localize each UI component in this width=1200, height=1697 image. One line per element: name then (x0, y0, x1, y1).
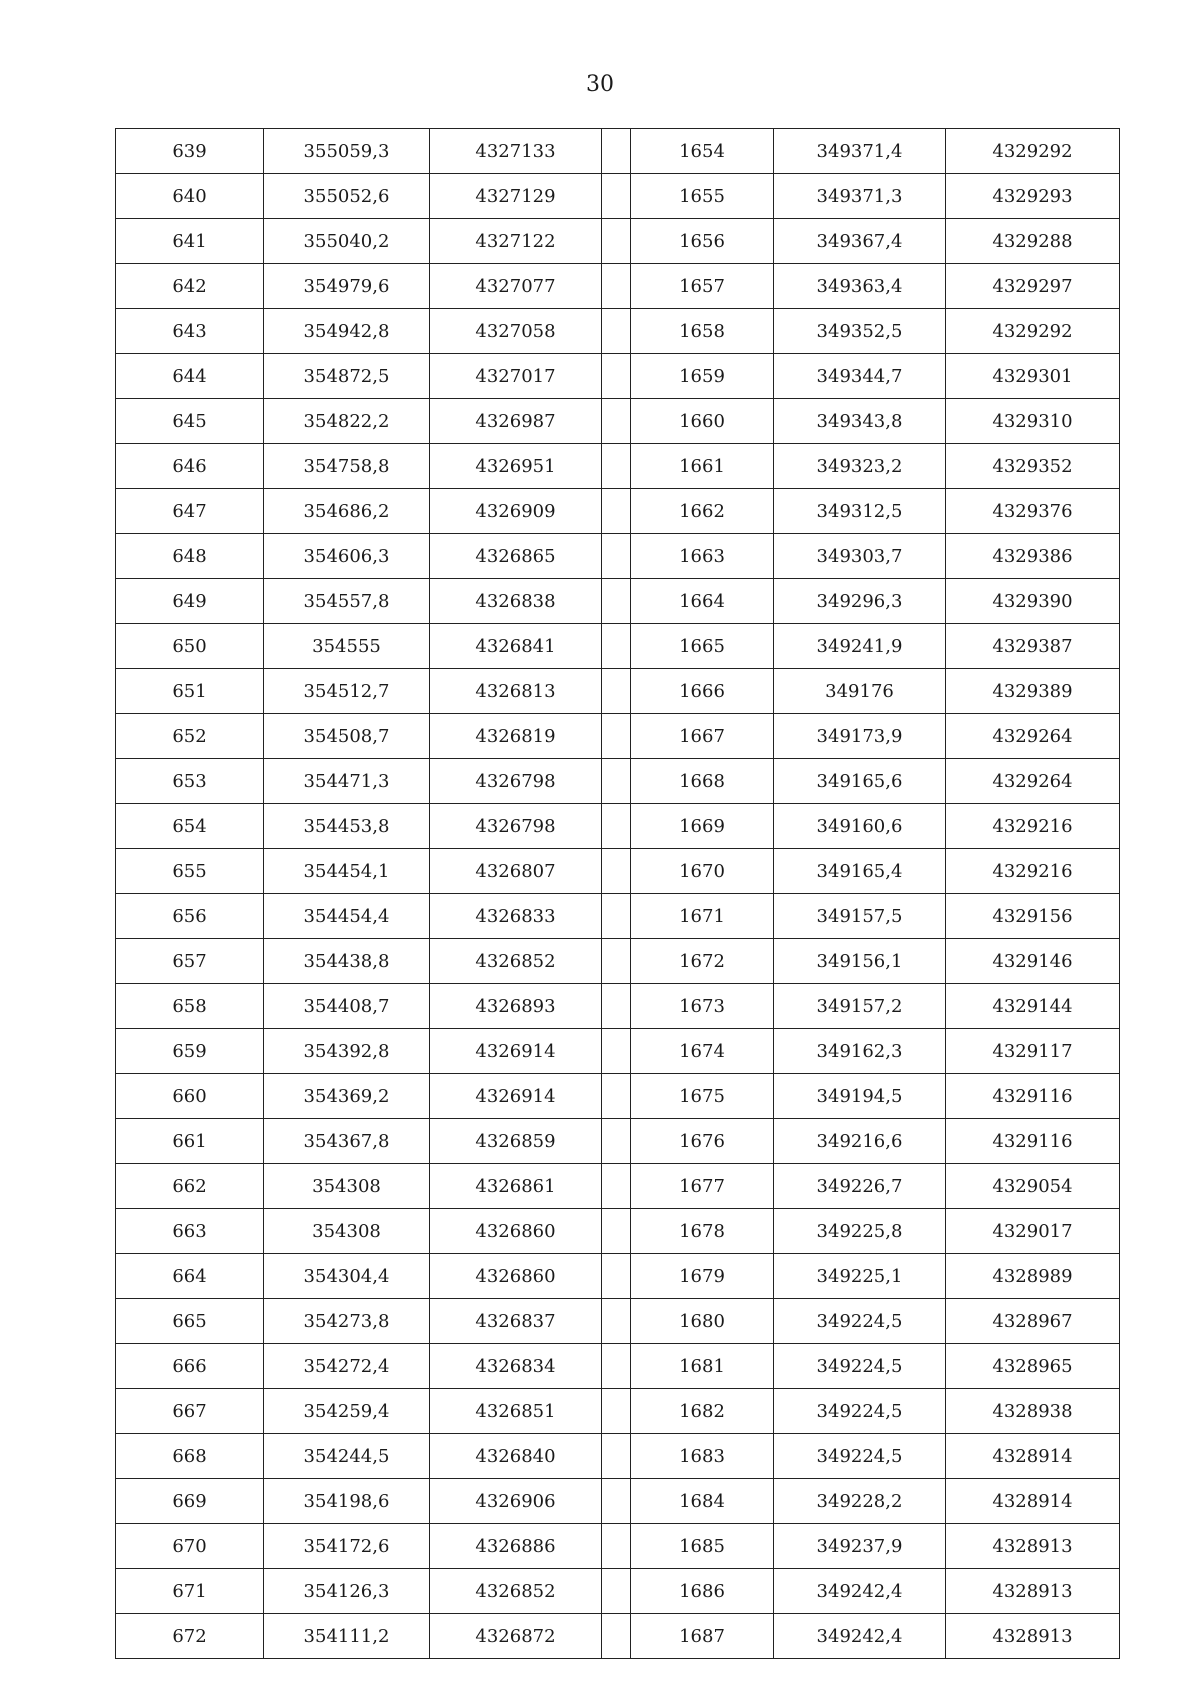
right-y-coordinate-cell: 4329390 (946, 579, 1120, 624)
table-row (116, 1479, 1120, 1524)
right-point-number-cell: 1678 (631, 1209, 774, 1254)
column-gap-cell (602, 894, 631, 939)
left-x-coordinate-cell: 354367,8 (264, 1119, 430, 1164)
left-y-coordinate-cell: 4326798 (430, 759, 602, 804)
left-y-coordinate-cell: 4327017 (430, 354, 602, 399)
left-x-coordinate-cell: 354408,7 (264, 984, 430, 1029)
right-x-coordinate-cell: 349173,9 (774, 714, 946, 759)
left-x-coordinate-cell: 354471,3 (264, 759, 430, 804)
right-x-coordinate-cell: 349160,6 (774, 804, 946, 849)
right-x-coordinate-cell: 349194,5 (774, 1074, 946, 1119)
table-row (116, 489, 1120, 534)
left-y-coordinate-cell: 4326909 (430, 489, 602, 534)
left-y-coordinate-cell: 4327122 (430, 219, 602, 264)
right-x-coordinate-cell: 349241,9 (774, 624, 946, 669)
column-gap-cell (602, 849, 631, 894)
left-point-number-cell: 660 (116, 1074, 264, 1119)
right-y-coordinate-cell: 4329387 (946, 624, 1120, 669)
left-x-coordinate-cell: 354454,4 (264, 894, 430, 939)
left-point-number-cell: 652 (116, 714, 264, 759)
left-y-coordinate-cell: 4326833 (430, 894, 602, 939)
column-gap-cell (602, 1209, 631, 1254)
left-point-number-cell: 657 (116, 939, 264, 984)
right-point-number-cell: 1679 (631, 1254, 774, 1299)
right-x-coordinate-cell: 349216,6 (774, 1119, 946, 1164)
right-point-number-cell: 1662 (631, 489, 774, 534)
right-x-coordinate-cell: 349367,4 (774, 219, 946, 264)
left-y-coordinate-cell: 4327133 (430, 129, 602, 174)
column-gap-cell (602, 714, 631, 759)
left-y-coordinate-cell: 4326834 (430, 1344, 602, 1389)
column-gap-cell (602, 1344, 631, 1389)
left-point-number-cell: 651 (116, 669, 264, 714)
right-y-coordinate-cell: 4329288 (946, 219, 1120, 264)
right-point-number-cell: 1686 (631, 1569, 774, 1614)
column-gap-cell (602, 1119, 631, 1164)
right-point-number-cell: 1661 (631, 444, 774, 489)
column-gap-cell (602, 264, 631, 309)
left-y-coordinate-cell: 4327077 (430, 264, 602, 309)
left-y-coordinate-cell: 4326951 (430, 444, 602, 489)
column-gap-cell (602, 1029, 631, 1074)
table-row (116, 1074, 1120, 1119)
left-point-number-cell: 668 (116, 1434, 264, 1479)
left-point-number-cell: 655 (116, 849, 264, 894)
table-row (116, 804, 1120, 849)
left-point-number-cell: 664 (116, 1254, 264, 1299)
right-y-coordinate-cell: 4328913 (946, 1569, 1120, 1614)
right-x-coordinate-cell: 349162,3 (774, 1029, 946, 1074)
table-row (116, 624, 1120, 669)
right-x-coordinate-cell: 349224,5 (774, 1434, 946, 1479)
right-x-coordinate-cell: 349157,5 (774, 894, 946, 939)
left-point-number-cell: 671 (116, 1569, 264, 1614)
right-point-number-cell: 1670 (631, 849, 774, 894)
column-gap-cell (602, 534, 631, 579)
right-point-number-cell: 1664 (631, 579, 774, 624)
left-y-coordinate-cell: 4326860 (430, 1209, 602, 1254)
left-point-number-cell: 665 (116, 1299, 264, 1344)
right-point-number-cell: 1683 (631, 1434, 774, 1479)
right-x-coordinate-cell: 349224,5 (774, 1299, 946, 1344)
left-x-coordinate-cell: 354369,2 (264, 1074, 430, 1119)
column-gap-cell (602, 984, 631, 1029)
table-row (116, 444, 1120, 489)
left-y-coordinate-cell: 4326865 (430, 534, 602, 579)
right-y-coordinate-cell: 4329389 (946, 669, 1120, 714)
left-y-coordinate-cell: 4326893 (430, 984, 602, 1029)
right-y-coordinate-cell: 4329117 (946, 1029, 1120, 1074)
table-row (116, 1164, 1120, 1209)
right-point-number-cell: 1676 (631, 1119, 774, 1164)
table-row (116, 1209, 1120, 1254)
right-y-coordinate-cell: 4329146 (946, 939, 1120, 984)
left-x-coordinate-cell: 354872,5 (264, 354, 430, 399)
right-y-coordinate-cell: 4329310 (946, 399, 1120, 444)
right-y-coordinate-cell: 4329216 (946, 804, 1120, 849)
left-point-number-cell: 644 (116, 354, 264, 399)
right-x-coordinate-cell: 349296,3 (774, 579, 946, 624)
left-x-coordinate-cell: 354126,3 (264, 1569, 430, 1614)
right-point-number-cell: 1654 (631, 129, 774, 174)
table-row (116, 1119, 1120, 1164)
column-gap-cell (602, 1614, 631, 1659)
right-point-number-cell: 1677 (631, 1164, 774, 1209)
left-point-number-cell: 654 (116, 804, 264, 849)
left-point-number-cell: 663 (116, 1209, 264, 1254)
right-y-coordinate-cell: 4328967 (946, 1299, 1120, 1344)
left-x-coordinate-cell: 354304,4 (264, 1254, 430, 1299)
column-gap-cell (602, 1254, 631, 1299)
right-y-coordinate-cell: 4329216 (946, 849, 1120, 894)
right-y-coordinate-cell: 4329293 (946, 174, 1120, 219)
left-y-coordinate-cell: 4326914 (430, 1074, 602, 1119)
left-y-coordinate-cell: 4326861 (430, 1164, 602, 1209)
right-x-coordinate-cell: 349371,4 (774, 129, 946, 174)
left-y-coordinate-cell: 4326851 (430, 1389, 602, 1434)
right-y-coordinate-cell: 4329292 (946, 309, 1120, 354)
table-row (116, 174, 1120, 219)
column-gap-cell (602, 1389, 631, 1434)
left-point-number-cell: 666 (116, 1344, 264, 1389)
left-point-number-cell: 649 (116, 579, 264, 624)
left-x-coordinate-cell: 355059,3 (264, 129, 430, 174)
column-gap-cell (602, 1299, 631, 1344)
left-x-coordinate-cell: 354308 (264, 1209, 430, 1254)
right-point-number-cell: 1659 (631, 354, 774, 399)
right-y-coordinate-cell: 4328938 (946, 1389, 1120, 1434)
left-point-number-cell: 661 (116, 1119, 264, 1164)
left-x-coordinate-cell: 354244,5 (264, 1434, 430, 1479)
left-y-coordinate-cell: 4326987 (430, 399, 602, 444)
right-x-coordinate-cell: 349242,4 (774, 1614, 946, 1659)
right-x-coordinate-cell: 349156,1 (774, 939, 946, 984)
left-x-coordinate-cell: 354508,7 (264, 714, 430, 759)
right-point-number-cell: 1656 (631, 219, 774, 264)
right-x-coordinate-cell: 349165,6 (774, 759, 946, 804)
column-gap-cell (602, 759, 631, 804)
left-y-coordinate-cell: 4326886 (430, 1524, 602, 1569)
table-row (116, 1389, 1120, 1434)
table-row (116, 759, 1120, 804)
left-y-coordinate-cell: 4326813 (430, 669, 602, 714)
left-x-coordinate-cell: 354555 (264, 624, 430, 669)
left-x-coordinate-cell: 354979,6 (264, 264, 430, 309)
right-y-coordinate-cell: 4329376 (946, 489, 1120, 534)
right-point-number-cell: 1658 (631, 309, 774, 354)
left-y-coordinate-cell: 4326840 (430, 1434, 602, 1479)
left-y-coordinate-cell: 4326838 (430, 579, 602, 624)
column-gap-cell (602, 1479, 631, 1524)
left-x-coordinate-cell: 354942,8 (264, 309, 430, 354)
left-x-coordinate-cell: 354606,3 (264, 534, 430, 579)
right-x-coordinate-cell: 349224,5 (774, 1389, 946, 1434)
left-x-coordinate-cell: 354273,8 (264, 1299, 430, 1344)
left-y-coordinate-cell: 4326872 (430, 1614, 602, 1659)
right-x-coordinate-cell: 349352,5 (774, 309, 946, 354)
left-x-coordinate-cell: 354198,6 (264, 1479, 430, 1524)
table-row (116, 714, 1120, 759)
column-gap-cell (602, 1569, 631, 1614)
right-point-number-cell: 1684 (631, 1479, 774, 1524)
column-gap-cell (602, 444, 631, 489)
right-x-coordinate-cell: 349343,8 (774, 399, 946, 444)
left-y-coordinate-cell: 4326859 (430, 1119, 602, 1164)
right-x-coordinate-cell: 349303,7 (774, 534, 946, 579)
right-point-number-cell: 1668 (631, 759, 774, 804)
left-point-number-cell: 669 (116, 1479, 264, 1524)
right-y-coordinate-cell: 4329144 (946, 984, 1120, 1029)
column-gap-cell (602, 624, 631, 669)
left-y-coordinate-cell: 4326914 (430, 1029, 602, 1074)
right-y-coordinate-cell: 4329156 (946, 894, 1120, 939)
column-gap-cell (602, 1524, 631, 1569)
table-row (116, 219, 1120, 264)
left-x-coordinate-cell: 354111,2 (264, 1614, 430, 1659)
left-y-coordinate-cell: 4327129 (430, 174, 602, 219)
page-number: 30 (586, 72, 614, 97)
table-row (116, 894, 1120, 939)
right-y-coordinate-cell: 4329352 (946, 444, 1120, 489)
left-x-coordinate-cell: 354822,2 (264, 399, 430, 444)
left-x-coordinate-cell: 354392,8 (264, 1029, 430, 1074)
left-x-coordinate-cell: 355052,6 (264, 174, 430, 219)
left-point-number-cell: 639 (116, 129, 264, 174)
right-x-coordinate-cell: 349312,5 (774, 489, 946, 534)
table-row (116, 669, 1120, 714)
left-point-number-cell: 643 (116, 309, 264, 354)
column-gap-cell (602, 174, 631, 219)
left-y-coordinate-cell: 4326807 (430, 849, 602, 894)
right-point-number-cell: 1682 (631, 1389, 774, 1434)
right-x-coordinate-cell: 349371,3 (774, 174, 946, 219)
left-point-number-cell: 667 (116, 1389, 264, 1434)
left-y-coordinate-cell: 4326852 (430, 1569, 602, 1614)
right-x-coordinate-cell: 349363,4 (774, 264, 946, 309)
right-point-number-cell: 1680 (631, 1299, 774, 1344)
right-y-coordinate-cell: 4329264 (946, 714, 1120, 759)
right-point-number-cell: 1655 (631, 174, 774, 219)
left-point-number-cell: 640 (116, 174, 264, 219)
table-row (116, 129, 1120, 174)
table-row (116, 1344, 1120, 1389)
right-point-number-cell: 1681 (631, 1344, 774, 1389)
table-row (116, 354, 1120, 399)
right-x-coordinate-cell: 349176 (774, 669, 946, 714)
column-gap-cell (602, 1434, 631, 1479)
right-y-coordinate-cell: 4329292 (946, 129, 1120, 174)
left-x-coordinate-cell: 354453,8 (264, 804, 430, 849)
right-x-coordinate-cell: 349344,7 (774, 354, 946, 399)
table-row (116, 1569, 1120, 1614)
coordinates-table (115, 128, 1120, 1659)
left-point-number-cell: 641 (116, 219, 264, 264)
right-point-number-cell: 1667 (631, 714, 774, 759)
table-row (116, 1299, 1120, 1344)
column-gap-cell (602, 1074, 631, 1119)
right-point-number-cell: 1673 (631, 984, 774, 1029)
left-x-coordinate-cell: 354272,4 (264, 1344, 430, 1389)
right-x-coordinate-cell: 349225,8 (774, 1209, 946, 1254)
left-y-coordinate-cell: 4326860 (430, 1254, 602, 1299)
right-y-coordinate-cell: 4329386 (946, 534, 1120, 579)
right-x-coordinate-cell: 349323,2 (774, 444, 946, 489)
left-x-coordinate-cell: 354259,4 (264, 1389, 430, 1434)
left-x-coordinate-cell: 354454,1 (264, 849, 430, 894)
right-point-number-cell: 1687 (631, 1614, 774, 1659)
right-point-number-cell: 1671 (631, 894, 774, 939)
left-y-coordinate-cell: 4327058 (430, 309, 602, 354)
right-y-coordinate-cell: 4329297 (946, 264, 1120, 309)
right-x-coordinate-cell: 349157,2 (774, 984, 946, 1029)
left-point-number-cell: 653 (116, 759, 264, 804)
right-y-coordinate-cell: 4329116 (946, 1119, 1120, 1164)
left-y-coordinate-cell: 4326837 (430, 1299, 602, 1344)
right-x-coordinate-cell: 349228,2 (774, 1479, 946, 1524)
table-row (116, 1614, 1120, 1659)
right-point-number-cell: 1669 (631, 804, 774, 849)
right-x-coordinate-cell: 349242,4 (774, 1569, 946, 1614)
left-point-number-cell: 642 (116, 264, 264, 309)
right-y-coordinate-cell: 4328914 (946, 1434, 1120, 1479)
right-x-coordinate-cell: 349226,7 (774, 1164, 946, 1209)
left-x-coordinate-cell: 354438,8 (264, 939, 430, 984)
table-row (116, 534, 1120, 579)
left-point-number-cell: 646 (116, 444, 264, 489)
table-row (116, 264, 1120, 309)
column-gap-cell (602, 804, 631, 849)
table-row (116, 1254, 1120, 1299)
right-y-coordinate-cell: 4328914 (946, 1479, 1120, 1524)
left-point-number-cell: 656 (116, 894, 264, 939)
left-y-coordinate-cell: 4326841 (430, 624, 602, 669)
column-gap-cell (602, 579, 631, 624)
coordinates-table-body (116, 129, 1120, 1659)
right-point-number-cell: 1660 (631, 399, 774, 444)
table-row (116, 1524, 1120, 1569)
right-y-coordinate-cell: 4328965 (946, 1344, 1120, 1389)
table-row (116, 309, 1120, 354)
right-point-number-cell: 1665 (631, 624, 774, 669)
left-x-coordinate-cell: 354557,8 (264, 579, 430, 624)
left-point-number-cell: 659 (116, 1029, 264, 1074)
column-gap-cell (602, 129, 631, 174)
left-point-number-cell: 670 (116, 1524, 264, 1569)
right-point-number-cell: 1657 (631, 264, 774, 309)
left-x-coordinate-cell: 354686,2 (264, 489, 430, 534)
column-gap-cell (602, 1164, 631, 1209)
left-y-coordinate-cell: 4326819 (430, 714, 602, 759)
column-gap-cell (602, 309, 631, 354)
right-point-number-cell: 1663 (631, 534, 774, 579)
table-row (116, 1029, 1120, 1074)
right-y-coordinate-cell: 4328913 (946, 1614, 1120, 1659)
right-y-coordinate-cell: 4329054 (946, 1164, 1120, 1209)
right-y-coordinate-cell: 4329017 (946, 1209, 1120, 1254)
table-row (116, 939, 1120, 984)
right-x-coordinate-cell: 349224,5 (774, 1344, 946, 1389)
right-y-coordinate-cell: 4328913 (946, 1524, 1120, 1569)
right-y-coordinate-cell: 4328989 (946, 1254, 1120, 1299)
left-point-number-cell: 645 (116, 399, 264, 444)
right-point-number-cell: 1666 (631, 669, 774, 714)
table-row (116, 1434, 1120, 1479)
left-point-number-cell: 672 (116, 1614, 264, 1659)
left-x-coordinate-cell: 354308 (264, 1164, 430, 1209)
left-x-coordinate-cell: 354758,8 (264, 444, 430, 489)
right-point-number-cell: 1675 (631, 1074, 774, 1119)
right-x-coordinate-cell: 349165,4 (774, 849, 946, 894)
right-x-coordinate-cell: 349237,9 (774, 1524, 946, 1569)
left-x-coordinate-cell: 354512,7 (264, 669, 430, 714)
right-y-coordinate-cell: 4329301 (946, 354, 1120, 399)
column-gap-cell (602, 354, 631, 399)
right-y-coordinate-cell: 4329116 (946, 1074, 1120, 1119)
left-point-number-cell: 647 (116, 489, 264, 534)
right-y-coordinate-cell: 4329264 (946, 759, 1120, 804)
column-gap-cell (602, 669, 631, 714)
table-row (116, 579, 1120, 624)
right-point-number-cell: 1674 (631, 1029, 774, 1074)
right-point-number-cell: 1685 (631, 1524, 774, 1569)
right-x-coordinate-cell: 349225,1 (774, 1254, 946, 1299)
left-x-coordinate-cell: 354172,6 (264, 1524, 430, 1569)
column-gap-cell (602, 489, 631, 534)
left-y-coordinate-cell: 4326906 (430, 1479, 602, 1524)
right-point-number-cell: 1672 (631, 939, 774, 984)
left-point-number-cell: 648 (116, 534, 264, 579)
table-row (116, 849, 1120, 894)
column-gap-cell (602, 399, 631, 444)
left-x-coordinate-cell: 355040,2 (264, 219, 430, 264)
left-point-number-cell: 662 (116, 1164, 264, 1209)
column-gap-cell (602, 219, 631, 264)
left-y-coordinate-cell: 4326798 (430, 804, 602, 849)
table-row (116, 984, 1120, 1029)
left-point-number-cell: 658 (116, 984, 264, 1029)
left-y-coordinate-cell: 4326852 (430, 939, 602, 984)
column-gap-cell (602, 939, 631, 984)
table-row (116, 399, 1120, 444)
left-point-number-cell: 650 (116, 624, 264, 669)
